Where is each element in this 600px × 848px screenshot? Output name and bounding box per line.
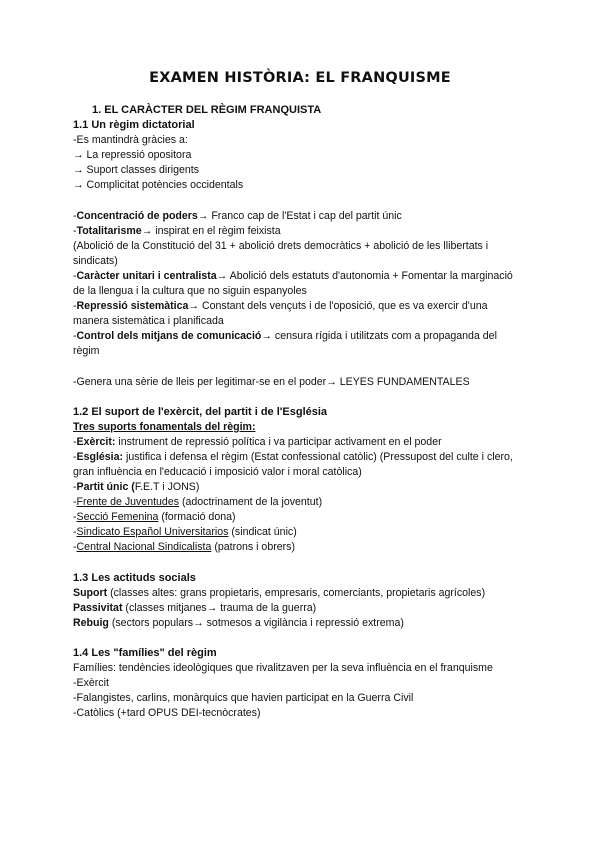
- families-intro: Famílies: tendències ideològiques que rivalitzaven per la seva influència en el franquisme: [73, 662, 493, 674]
- list-item: → Complicitat potències occidentals: [73, 179, 244, 192]
- organization-item: -Frente de Juventudes (adoctrinament de la joventut): [73, 496, 323, 509]
- feature-control-mitjans: -Control dels mitjans de comunicació→ censura rígida i utilitzats com a propaganda del règim: [73, 330, 497, 358]
- feature-centralisme: -Caràcter unitari i centralista→ Abolició dels estatuts d'autonomia + Fomentar la marginació de la llengua i la cultura que no siguin espanyoles: [73, 269, 513, 298]
- attitude-rebuig: Rebuig (sectors populars→ sotmesos a vigilància i repressió extrema): [73, 616, 404, 629]
- laws-note: -Genera una sèrie de lleis per legitimar-se en el poder→ LEYES FUNDAMENTALES: [73, 375, 470, 388]
- organization-item: -Sindicato Español Universitarios (sindicat únic): [73, 526, 297, 539]
- family-item: -Falangistes, carlins, monàrquics que havien participat en la Guerra Civil: [73, 692, 414, 705]
- subsection-1-1-heading: 1.1 Un règim dictatorial: [73, 119, 195, 132]
- organization-item: -Central Nacional Sindicalista (patrons i obrers): [73, 541, 295, 554]
- support-esglesia: -Església: justifica i defensa el règim (Estat confessional catòlic) (Pressupost del culte i clero, gran influència en l'educació i imposició valor i moral catòlica): [73, 450, 513, 478]
- feature-totalitarisme: -Totalitarisme→ inspirat en el règim feixista: [73, 224, 281, 237]
- supports-title: Tres suports fonamentals del règim:: [73, 420, 256, 433]
- list-item: → La repressió opositora: [73, 149, 192, 162]
- subsection-1-3-heading: 1.3 Les actituds socials: [73, 571, 196, 584]
- support-partit: -Partit únic (F.E.T i JONS): [73, 481, 200, 494]
- subsection-1-1-intro: -Es mantindrà gràcies a:: [73, 134, 188, 147]
- document-body: [73, 103, 523, 721]
- feature-concentracio: -Concentració de poders→ Franco cap de l'Estat i cap del partit únic: [73, 209, 402, 222]
- support-exercit: -Exèrcit: instrument de repressió política i va participar activament en el poder: [73, 435, 442, 448]
- section-1-heading: 1. EL CARÀCTER DEL RÈGIM FRANQUISTA: [92, 104, 322, 116]
- attitude-suport: Suport (classes altes: grans propietaris, empresaris, comerciants, propietaris agrícoles): [73, 586, 486, 599]
- organization-item: -Secció Femenina (formació dona): [73, 511, 236, 524]
- list-item: → Suport classes dirigents: [73, 164, 200, 177]
- family-item: -Catòlics (+tard OPUS DEI-tecnòcrates): [73, 707, 261, 720]
- family-item: -Exèrcit: [73, 677, 109, 690]
- feature-abolicio: (Abolició de la Constitució del 31 + abolició drets democràtics + abolició de les llibertats i sindicats): [73, 239, 489, 267]
- document-title: EXAMEN HISTÒRIA: EL FRANQUISME: [149, 70, 451, 86]
- feature-repressio: -Repressió sistemàtica→ Constant dels vençuts i de l'oposició, que es va exercir d'una manera sistemàtica i planificada: [73, 300, 488, 328]
- subsection-1-4-heading: 1.4 Les "famílies" del règim: [73, 646, 217, 659]
- attitude-passivitat: Passivitat (classes mitjanes→ trauma de la guerra): [73, 601, 317, 614]
- subsection-1-2-heading: 1.2 El suport de l'exèrcit, del partit i de l'Església: [73, 405, 328, 418]
